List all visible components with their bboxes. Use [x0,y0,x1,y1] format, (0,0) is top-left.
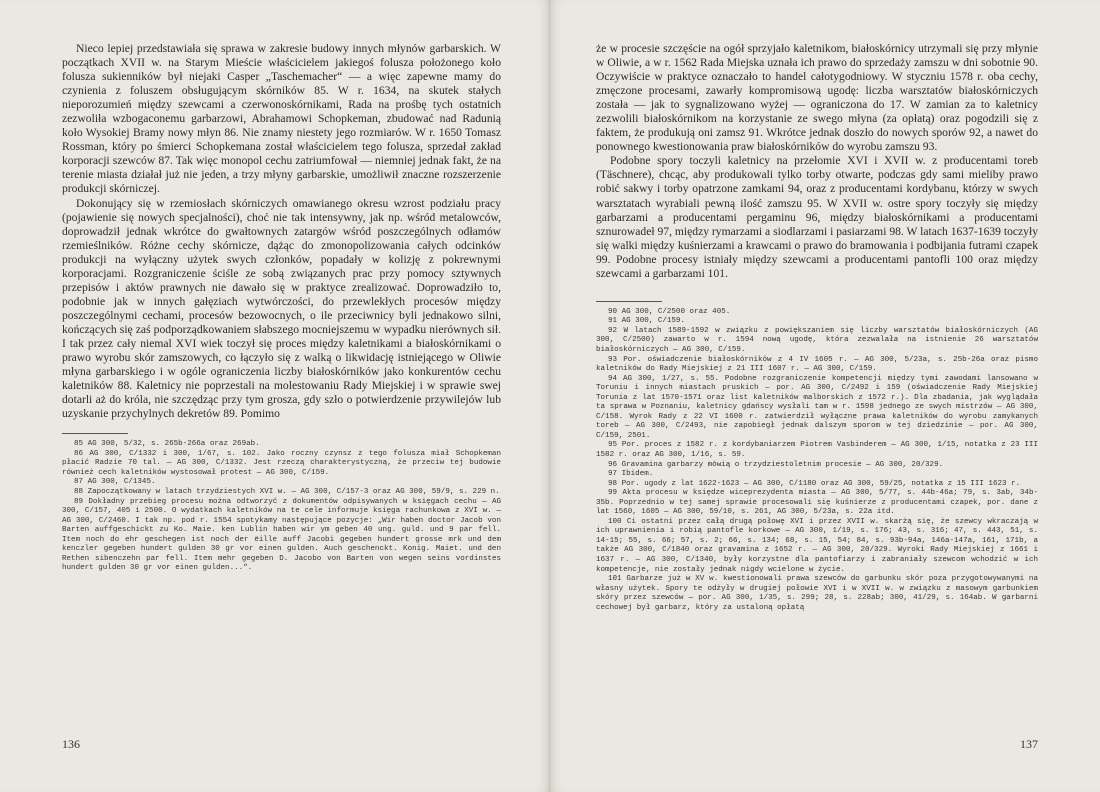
footnote-85: 85 AG 300, 5/32, s. 265b-266a oraz 269ab. [74,440,260,449]
left-body-text [62,42,501,421]
page-number-left: 136 [62,737,80,751]
right-paragraph-1: że w procesie szczęście na ogół sprzyjało kaletnikom, białoskórnicy utrzymali się przy młynie w Oliwie, a w r. 1562 Rada Miejska uznała ich prawo do sprzedaży zamszu w dni sobotnie 90. Oczywiście w praktyce oznaczało to handel całotygodniowy. W styczniu 1578 r. oba cechy, zmęczone procesami, zawarły kompromisową ugodę: liczba warsztatów białoskórniczych została — jak to sygnalizowano wyżej — ograniczona do 17. W zamian za to kaletnicy zezwolili białoskórnikom na korzystanie ze swego młyna (za opłatą) oraz pogodzili się z faktem, że produkują oni zamsz 91. Wkrótce jednak doszło do nowych sporów 92, a nawet do ponownego kwestionowania praw białoskórników do wyrobu zamszu 93. [596,42,1038,154]
footnote-97: 97 Ibidem. [608,470,654,479]
right-footnotes [596,308,1038,614]
page-number-right: 137 [1020,737,1038,751]
footnote-91: 91 AG 300, C/159. [608,317,685,326]
left-footnotes [62,440,501,574]
footnote-101: 101 Garbarze już w XV w. kwestionowali prawa szewców do garbunku skór poza przygotowywanymi na własny użytek. Spory te odżyły w drugiej połowie XVI i w XVII w. w związku z masowym garbunkiem skóry przez szewców — por. AG 300, 1/35, s. 299; 28, s. 228ab; 300, 41/29, s. 164ab. W garbarni cechowej był garbarz, który za ustaloną opłatą [596,575,1038,612]
footnote-96: 96 Gravamina garbarzy mówią o trzydziestoletnim procesie — AG 300, 20/329. [608,460,944,469]
footnote-93: 93 Por. oświadczenie białoskórników z 4 IV 1605 r. — AG 300, 5/23a, s. 25b-26a oraz pismo kaletników do Rady Miejskiej z 21 III 1607 r. — AG 300, C/159. [596,355,1038,374]
right-body-text [596,42,1038,281]
footnote-90: 90 AG 300, C/2500 oraz 405. [608,307,731,316]
footnote-94: 94 AG 300, 1/27, s. 55. Podobne rozgraniczenie kompetencji między tymi zawodami lansowano w Toruniu i innych miastach pruskich — por. AG 300, C/2492 i 159 (oświadczenie Rady Miejskiej Torunia z lat 1570-1571 oraz list kaletników malborskich z 1572 r.). Dla zbadania, jak wyglądała ta sprawa w Poznaniu, kaletnicy gdańscy wysłali tam w r. 1598 jednego ze swych mistrzów — AG 300, C/158. Wyrok Rady z 22 VI 1600 r. zatwierdził wyłączne prawa kaletników do wyrobu zamykanych toreb — AG 300, C/2493, nie zapobiegł jednak dalszym sporom w tej dziedzinie — por. AG 300, C/159, 2501. [596,374,1038,440]
footnote-95: 95 Por. proces z 1582 r. z kordybaniarzem Piotrem Vasbinderem — AG 300, 1/15, notatka z 23 III 1582 r. oraz AG 300, 1/16, s. 59. [596,441,1038,459]
footnote-87: 87 AG 300, C/1345. [74,478,156,487]
left-paragraph-2: Dokonujący się w rzemiosłach skórniczych omawianego okresu wzrost podziału pracy (pojawienie się nowych specjalności), choć nie tak intensywny, jak np. wśród metalowców, doprowadził jednak wkrótce do gwałtownych zatargów wśród poszczególnych odłamów rzemieślników. Różne cechy skórnicze, dążąc do zmonopolizowania całych odcinków produkcji na wyłączny użytek swych członków, popadały w kolizję z pokrewnymi korporacjami. Rozgraniczenie ściśle ze sobą związanych prac przy pomocy sztywnych przepisów i aktów prawnych nie dawało się w praktyce zrealizować. Doprowadziło to, podobnie jak w innych gałęziach wytwórczości, do przewlekłych procesów między poszczególnymi cechami, procesów bezowocnych, o ile przeciwnicy byli jednakowo silni, kończących się zaś podporządkowaniem słabszego mocniejszemu w wypadku nierównych sił. I tak przez cały niemal XVI wiek toczył się proces między kaletnikami a białoskórnikami o prawo wyrobu skór zamszowych, co łączyło się z walką o likwidację istniejącego w Oliwie młyna garbarskiego i w ogóle ograniczenia liczby białoskórników jako konkurentów cechu kaletników 88. Kaletnicy nie poprzestali na molestowaniu Rady Miejskiej i w sprawie swej dotarli aż do króla, nie szczędząc przy tym grosza, gdy szło o potwierdzenie przywilejów lub uzyskanie przychylnych dekretów 89. Pomimo [62,196,501,421]
right-page [550,0,1100,792]
footnote-86: 86 AG 300, C/1332 i 300, 1/67, s. 102. Jako roczny czynsz z tego folusza miał Schopkeman płacić Radzie 70 tal. — AG 300, C/1332. Jest rzeczą charakterystyczną, że przeciw tej budowie również cech kaletników wystosował protest — AG 300, C/159. [62,449,501,477]
left-footnote-rule [62,433,128,434]
footnote-100: 100 Ci ostatni przez całą drugą połowę XVI i przez XVII w. skarżą się, że szewcy wkraczają w ich uprawnienia i robią pantofle korkowe — AG 300, 1/19, s. 176; 43, s. 316; 47, s. 443, 51, s. 14-15; 55, s. 66; 57, s. 2; 66, s. 134; 68, s. 15, 54; 84, s. 93b-94a, 146a-147a, 161, 171b, a także AG 300, C/1840 oraz gravamina z 1652 r. — AG 300, 20/329. Wyroki Rady Miejskiej z 1661 i 1637 r. — AG 300, C/1340, były korzystne dla pantofiarzy i zabraniały szewcom wchodzić w ich kompetencje, nie zostały jednak nigdy wcielone w życie. [596,517,1038,574]
right-footnote-rule [596,301,662,302]
right-paragraph-2: Podobne spory toczyli kaletnicy na przełomie XVI i XVII w. z producentami toreb (Täschnere), chcąc, aby produkowali tylko torby otwarte, podczas gdy sami mieliby prawo robić sakwy i torby opatrzone zamkami 94, oraz z producentami kordybanu, którzy w swych warsztatach wyrabiali pewną ilość zamszu 95. W XVII w. ostre spory toczyły się między garbarzami a producentami pergaminu 96, między białoskórnikami a producentami sznurowadeł 97, między rymarzami a siodlarzami i pasiarzami 98. W latach 1637-1639 toczyły się walki między kuśnierzami a krawcami o prawo do bramowania i podbijania futrami czapek 99. Podobne procesy istniały między szewcami a producentami pantofli 100 oraz między szewcami a garbarzami 101. [596,154,1038,280]
footnote-89: 89 Dokładny przebieg procesu można odtworzyć z dokumentów odpisywanych w księgach cechu — AG 300, C/157, 405 i 2500. O wydatkach kaletników na te cele informuje księga rachunkowa z XVI w. — AG 300, C/2460. I tak np. pod r. 1554 spotykamy następujące pozycje: „Wir haben doctor Jacob von Barten auffgeschickt zu Ko. Maie. ken Lublin haben wir ym geben 40 ung. guld. und 9 par fell. Item noch do ehr geschegen ist noch der ëille auff Jacobi gegeben hundert grosse mrk und dem kenczler gegeben hundert gulden 30 gr vor einen gulden. Auch geschenckt. Konig. Maiet. und den Rethen sibenczehn par fell. Item mehr gegeben D. Jacobo von Barten von wegen seins vordinstes hundert gulden 30 gr vor einen gulden...“. [62,497,501,573]
footnote-99: 99 Akta procesu w księdze wiceprezydenta miasta — AG 300, 5/77, s. 44b-46a; 79, s. 3ab, 34b-35b. Poprzednio w tej samej sprawie procesowali się kuśnierze z producentami czapek, por. dane z lat 1560, 1605 — AG 300, 59/10, s. 261, AG 300, 5/23a, s. 22a itd. [596,489,1038,517]
footnote-92: 92 W latach 1589-1592 w związku z powiększaniem się liczby warsztatów białoskórniczych (AG 300, C/2500) zawarto w r. 1594 nową ugodę, która zezwalała na istnienie 26 warsztatów białoskórniczych — AG 300, C/159. [596,326,1038,354]
left-paragraph-1: Nieco lepiej przedstawiała się sprawa w zakresie budowy innych młynów garbarskich. W początkach XVII w. na Starym Mieście właścicielem jakiegoś folusza położonego koło folusza sukienników był niejaki Casper „Taschemacher“ — a więc zapewne mamy do czynienia z foluszem obsługującym skórników 85. W r. 1634, na skutek stałych nieporozumień między szewcami a czerwonoskórnikami, Rada na prośbę tych ostatnich zezwoliła wzbogaconemu garbarzowi, Abrahamowi Schopkeman, zbudować nad Radunią koło Wysokiej Bramy nowy młyn 86. Nie znamy niestety jego rozmiarów. W r. 1650 Tomasz Rossman, który po śmierci Schopkemana został właścicielem tego folusza, sprzedał zakład korporacji szewców 87. Tak więc monopol cechu zatriumfował — niemniej jednak fakt, że na terenie miasta działał już nie jeden, a trzy młyny garbarskie, umożliwił znaczne rozszerzenie produkcji skórniczej. [62,42,501,196]
footnote-98: 98 Por. ugody z lat 1622-1623 — AG 300, C/1180 oraz AG 300, 59/25, notatka z 15 III 1623 r. [608,479,1021,488]
footnote-88: 88 Zapoczątkowany w latach trzydziestych XVI w. — AG 300, C/157-3 oraz AG 300, 59/9, s. 229 n. [74,488,500,496]
